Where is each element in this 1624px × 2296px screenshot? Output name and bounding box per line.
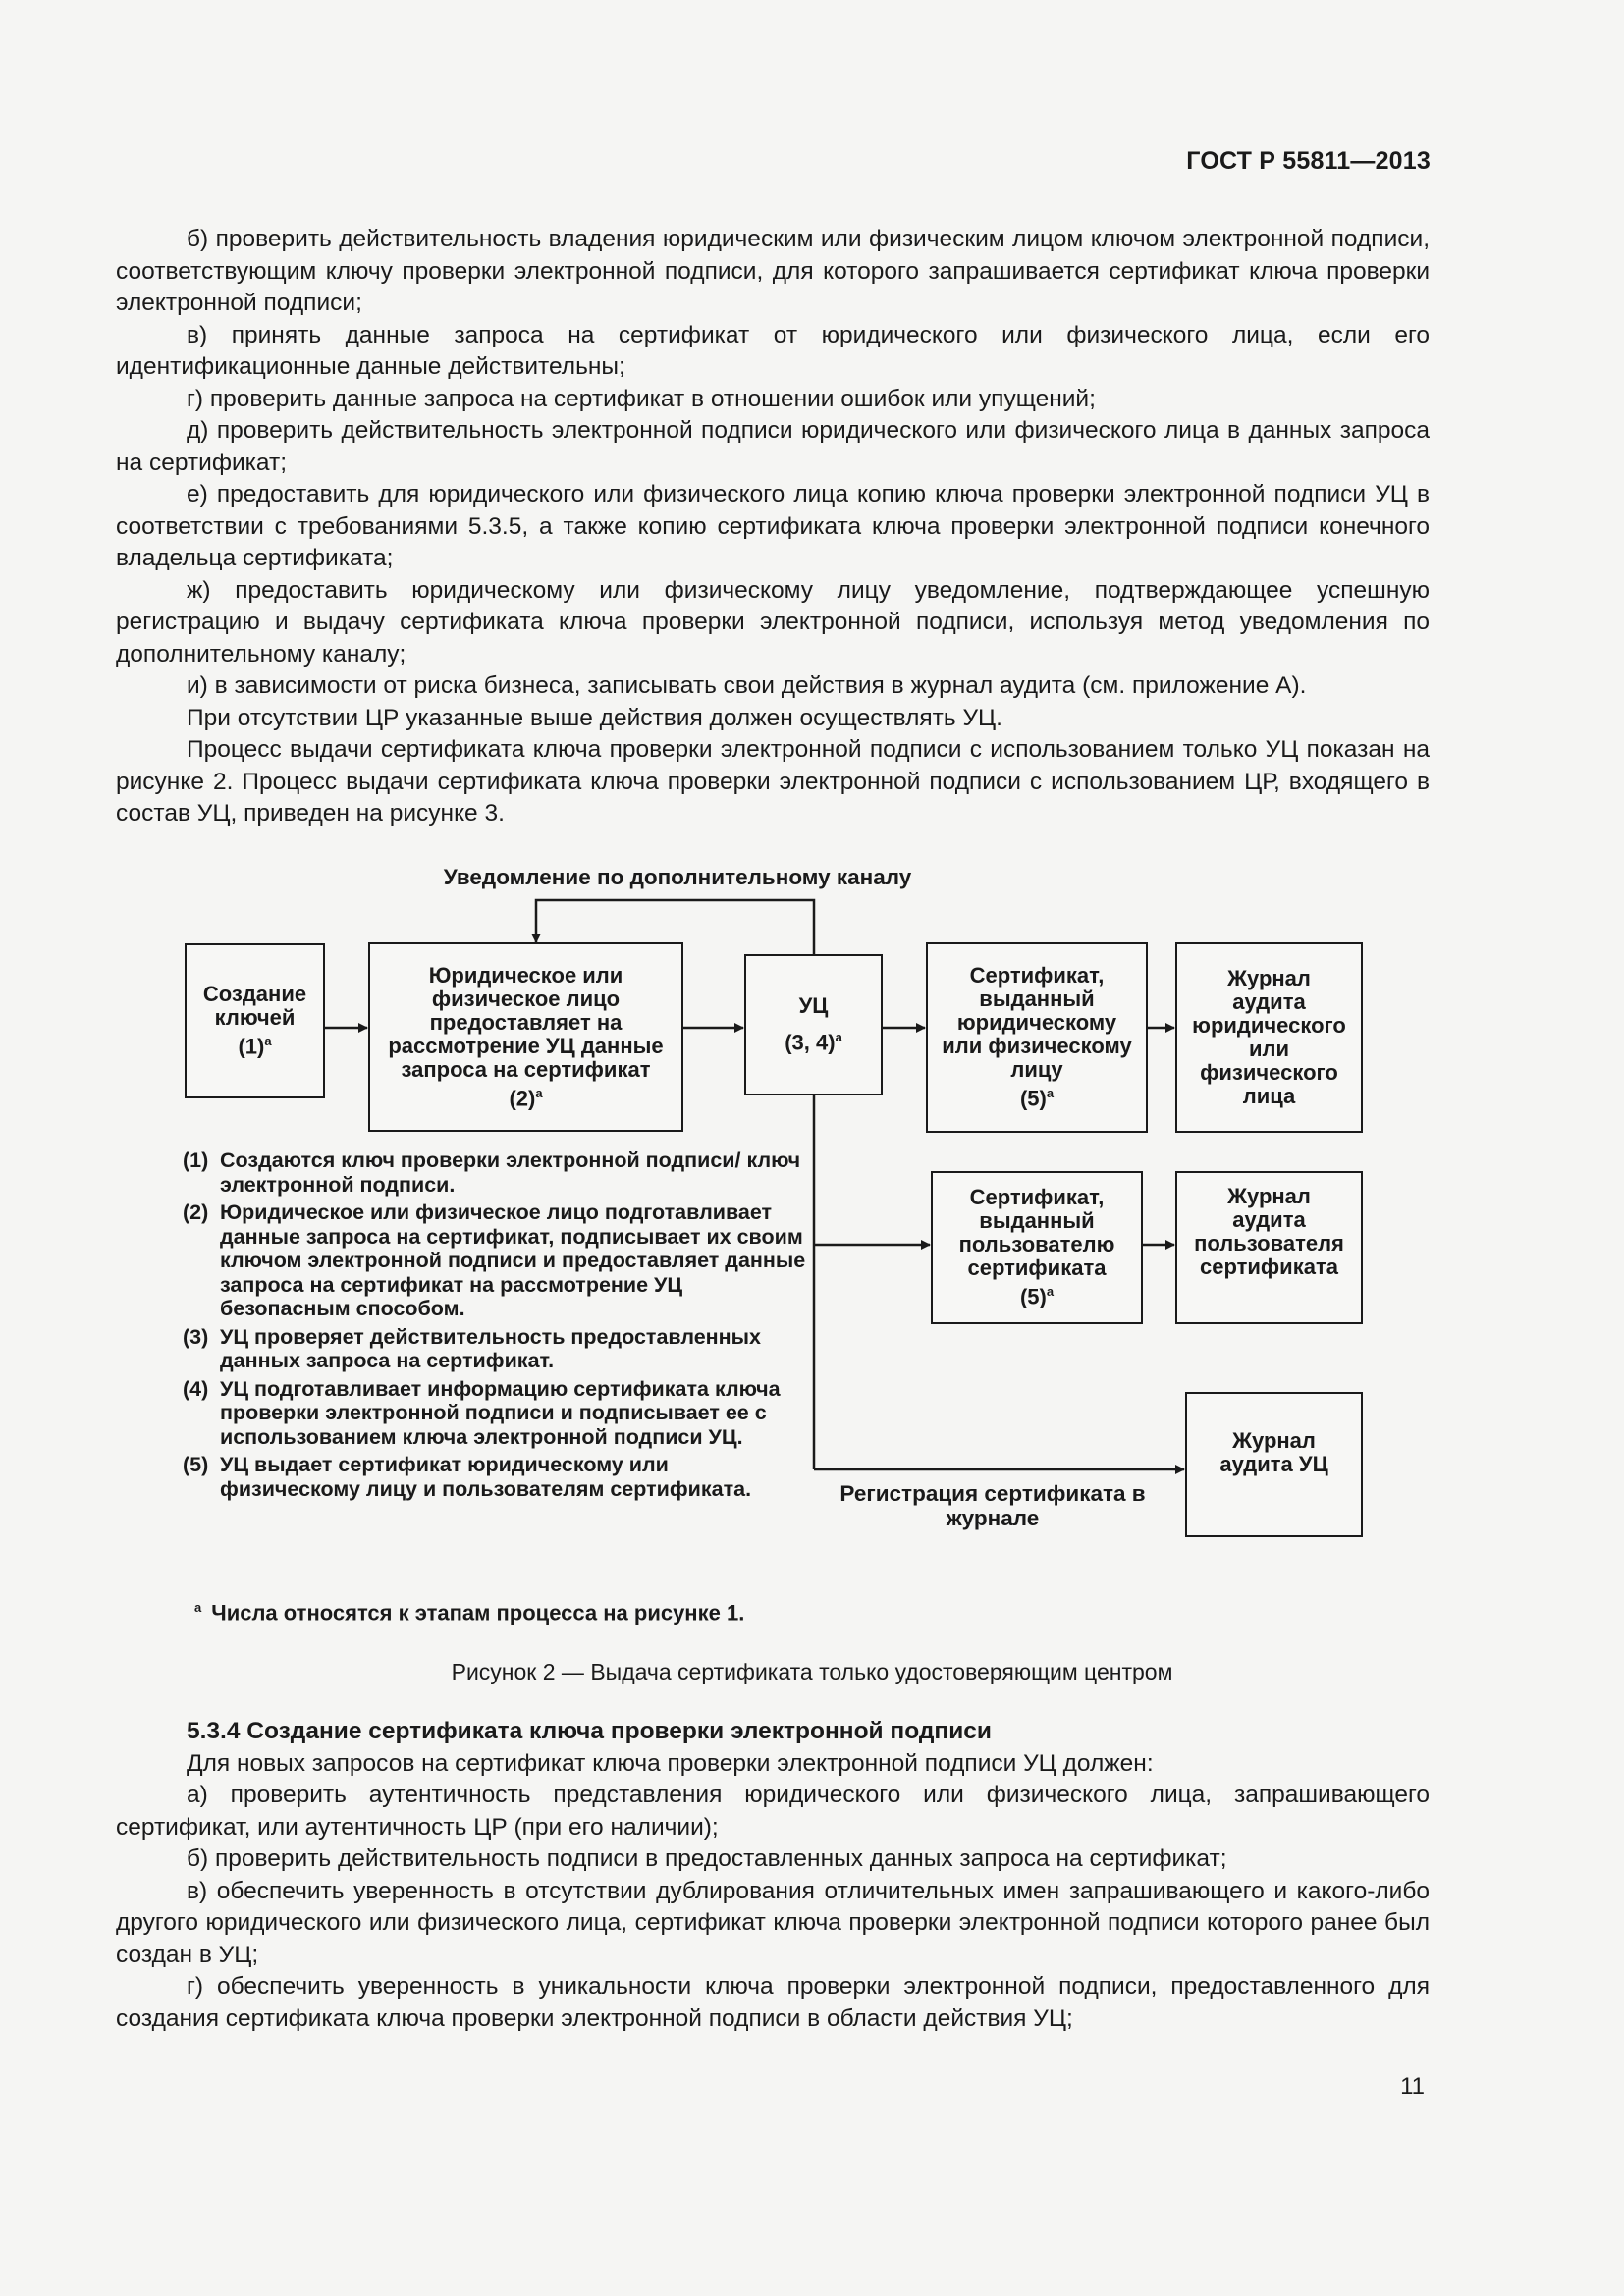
notification-label: Уведомление по дополнительному каналу bbox=[443, 865, 912, 889]
paragraph: а) проверить аутентичность представления юридического или физического лица, запрашивающего сертификат, или аутентичность ЦР (при его наличии); bbox=[116, 1782, 1430, 1841]
box-text: Юридическое или bbox=[428, 962, 623, 988]
box-text: физического bbox=[1200, 1060, 1338, 1085]
step-ref: $(5)^a$ bbox=[1019, 1284, 1055, 1309]
box-text: лица bbox=[1242, 1084, 1296, 1108]
create-keys-box bbox=[185, 943, 325, 1098]
box-text: выданный bbox=[979, 1208, 1095, 1234]
box-text: Сертификат, bbox=[969, 963, 1105, 988]
legend-item: (1) Создаются ключ проверки электронной подписи/ ключ электронной подписи. bbox=[183, 1148, 801, 1197]
box-text: сертификата bbox=[967, 1255, 1107, 1281]
box-text: выданный bbox=[979, 987, 1095, 1012]
step-ref: $(5)^a$ bbox=[1019, 1086, 1055, 1111]
step-ref: (3, 4)$^a$ bbox=[785, 1030, 842, 1055]
paragraph: г) обеспечить уверенность в уникальности ключа проверки электронной подписи, предоставленного для создания сертификата ключа проверки электронной подписи в области действия УЦ; bbox=[116, 1973, 1430, 2032]
box-text: Журнал bbox=[1227, 1184, 1311, 1208]
box-text: юридическому bbox=[956, 1010, 1117, 1036]
box-text: или bbox=[1248, 1037, 1290, 1061]
box-text: юридического bbox=[1192, 1013, 1346, 1038]
paragraph: При отсутствии ЦР указанные выше действия должен осуществлять УЦ. bbox=[187, 704, 1002, 731]
audit-user-box bbox=[1175, 1171, 1363, 1324]
paragraph: Процесс выдачи сертификата ключа проверки электронной подписи с использованием только УЦ показан на рисунке 2. Процесс выдачи сертификата ключа проверки электронной подписи с использованием ЦР, входящего в состав УЦ, приведен на рисунке 3. bbox=[116, 736, 1430, 827]
paragraph: б) проверить действительность подписи в предоставленных данных запроса на сертификат; bbox=[187, 1845, 1227, 1872]
paragraph: б) проверить действительность владения юридическим или физическим лицом ключом электронной подписи, соответствующим ключу проверки электронной подписи, для которого запрашивается сертификат ключа проверки электронной подписи; bbox=[116, 226, 1430, 316]
paragraph: Для новых запросов на сертификат ключа проверки электронной подписи УЦ должен: bbox=[187, 1749, 1154, 1777]
audit-entity-box bbox=[1175, 942, 1363, 1133]
box-text: сертификата bbox=[1200, 1255, 1338, 1279]
page-number: 11 bbox=[1400, 2073, 1425, 2100]
box-text: аудита bbox=[1232, 1207, 1306, 1232]
ca-box bbox=[744, 954, 883, 1095]
box-text: аудита bbox=[1232, 989, 1306, 1014]
step-ref: $(2)^a$ bbox=[509, 1085, 543, 1111]
legend-item: (2) Юридическое или физическое лицо подготавливает данные запроса на сертификат, подписывает их своим ключом электронной подписи и предоставляет данные запроса на сертификат на рассмотрение УЦ безопасным способом. bbox=[183, 1201, 806, 1320]
box-text: пользователя bbox=[1194, 1231, 1344, 1255]
box-text: Сертификат, bbox=[969, 1185, 1105, 1210]
paragraph: в) обеспечить уверенность в отсутствии дублирования отличительных имен запрашивающего и какого-либо другого юридического или физического лица, сертификат ключа проверки электронной подписи которого ранее был создан в УЦ; bbox=[116, 1877, 1430, 1968]
registration-label: Регистрация сертификата в журнале bbox=[839, 1481, 1146, 1530]
box-text: запроса на сертификат bbox=[401, 1056, 651, 1082]
box-text: рассмотрение УЦ данные bbox=[388, 1033, 664, 1058]
box-text: аудита УЦ bbox=[1219, 1452, 1328, 1476]
box-text: предоставляет на bbox=[429, 1009, 623, 1035]
paragraph: в) принять данные запроса на сертификат от юридического или физического лица, если его идентификационные данные действительны; bbox=[116, 321, 1430, 380]
cert-user-box bbox=[931, 1171, 1143, 1324]
box-text: Создание bbox=[202, 982, 307, 1007]
paragraph: ж) предоставить юридическому или физическому лицу уведомление, подтверждающее успешную регистрацию и выдачу сертификата ключа проверки электронной подписи, используя метод уведомления по дополнительному каналу; bbox=[116, 576, 1430, 667]
paragraph: е) предоставить для юридического или физического лица копию ключа проверки электронной подписи УЦ в соответствии с требованиями 5.3.5, а также копию сертификата ключа проверки электронной подписи конечного владельца сертификата; bbox=[116, 481, 1430, 571]
legend-item: (3) УЦ проверяет действительность предоставленных данных запроса на сертификат. bbox=[183, 1324, 761, 1372]
audit-ca-box bbox=[1185, 1392, 1363, 1537]
box-text: лицу bbox=[1010, 1057, 1063, 1083]
box-text: Журнал bbox=[1227, 966, 1311, 990]
document-number: ГОСТ Р 55811—2013 bbox=[1186, 147, 1431, 175]
lower-text bbox=[116, 1716, 1430, 2035]
paragraph: д) проверить действительность электронной подписи юридического или физического лица в данных запроса на сертификат; bbox=[116, 417, 1430, 476]
box-text: УЦ bbox=[798, 993, 829, 1019]
section-title: 5.3.4 Создание сертификата ключа проверки электронной подписи bbox=[187, 1718, 992, 1744]
box-text: ключей bbox=[214, 1005, 296, 1031]
diagram-legend bbox=[183, 1148, 811, 1505]
legend-item: (4) УЦ подготавливает информацию сертификата ключа проверки электронной подписи и подписывает ее с использованием ключа электронной подписи УЦ. bbox=[183, 1376, 781, 1449]
box-text: пользователю bbox=[958, 1232, 1115, 1257]
legend-item: (5) УЦ выдает сертификат юридическому или физическому лицу и пользователям сертификата. bbox=[183, 1453, 752, 1501]
step-ref: $(1)^a$ bbox=[238, 1034, 272, 1059]
paragraph: г) проверить данные запроса на сертификат в отношении ошибок или упущений; bbox=[187, 385, 1096, 412]
entity-submits-box bbox=[368, 942, 683, 1132]
cert-entity-box bbox=[926, 942, 1148, 1133]
paragraph: и) в зависимости от риска бизнеса, записывать свои действия в журнал аудита (см. приложение А). bbox=[187, 672, 1307, 699]
box-text: физическое лицо bbox=[431, 986, 621, 1011]
box-text: Журнал bbox=[1232, 1428, 1316, 1453]
upper-text bbox=[116, 224, 1430, 830]
box-text: или физическому bbox=[942, 1034, 1132, 1059]
figure-caption: Рисунок 2 — Выдача сертификата только удостоверяющим центром bbox=[451, 1659, 1173, 1684]
diagram-footnote: $^a$ Числа относятся к этапам процесса на рисунке 1. bbox=[194, 1600, 745, 1626]
